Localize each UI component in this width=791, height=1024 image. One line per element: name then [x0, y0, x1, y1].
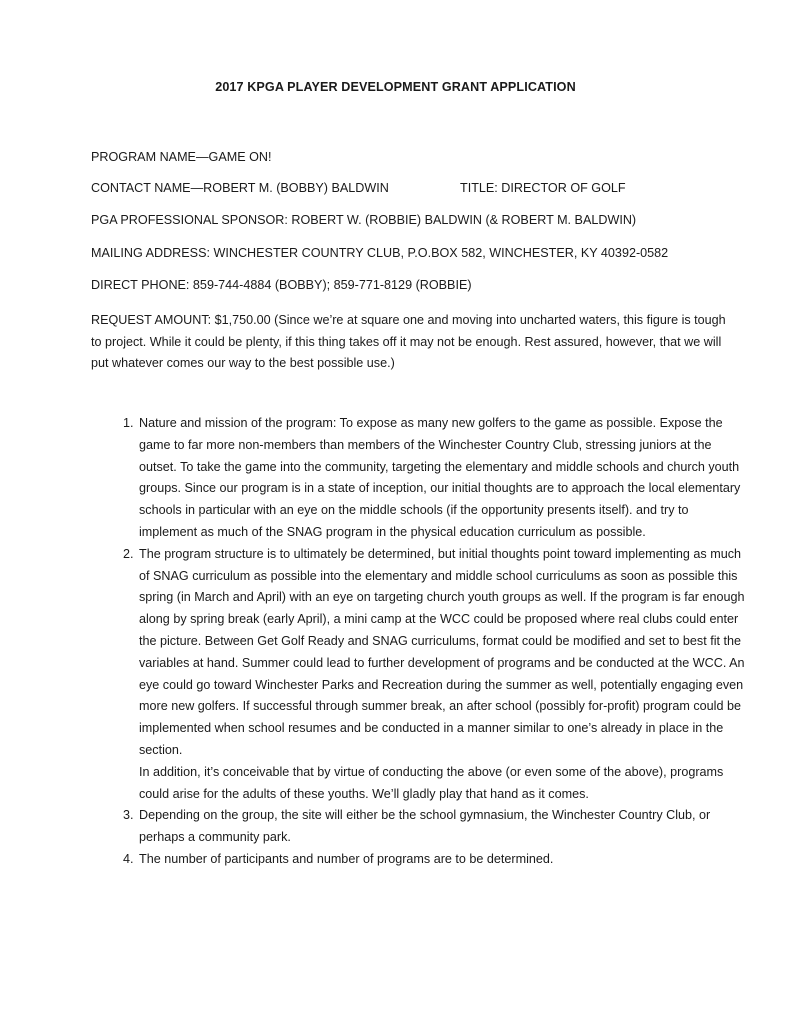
numbered-list: [91, 413, 747, 871]
program-name-line: PROGRAM NAME—GAME ON!: [91, 150, 272, 164]
direct-phone-line: DIRECT PHONE: 859-744-4884 (BOBBY); 859-771-8129 (ROBBIE): [91, 278, 472, 292]
contact-name: CONTACT NAME—ROBERT M. (BOBBY) BALDWIN: [91, 181, 389, 195]
mailing-address-line: MAILING ADDRESS: WINCHESTER COUNTRY CLUB, P.O.BOX 582, WINCHESTER, KY 40392-0582: [91, 246, 669, 260]
list-item-text: 3. Depending on the group, the site will either be the school gymnasium, the Winchester Country Club, or perhaps a community park.: [139, 808, 711, 845]
list-item-continuation: In addition, it’s conceivable that by virtue of conducting the above (or even some of the above), programs could arise for the adults of these youths. We’ll gladly play that hand as it comes.: [139, 764, 724, 801]
list-item-text: 1. Nature and mission of the program: To expose as many new golfers to the game as possible. Expose the game to far more non-members than members of the Winchester Country Club, stressing juniors at the outset. To take the game into the community, targeting the elementary and middle schools and church youth groups. Since our program is in a state of inception, our initial thoughts are to approach the local elementary schools in particular with an eye on the middle schools (if the opportunity presents itself). and try to implement as much of the SNAG program in the physical education curriculum as possible.: [139, 416, 741, 539]
list-item: [137, 849, 747, 871]
pga-sponsor-line: PGA PROFESSIONAL SPONSOR: ROBERT W. (ROBBIE) BALDWIN (& ROBERT M. BALDWIN): [91, 213, 637, 227]
list-item: [137, 413, 747, 544]
contact-line: [91, 181, 626, 195]
list-item-text: 2. The program structure is to ultimately be determined, but initial thoughts point toward implementing as much of SNAG curriculum as possible into the elementary and middle school curriculums as soon as possible this spring (in March and April) with an eye on targeting church youth groups as well. If the program is far enough along by spring break (early April), a mini camp at the WCC could be proposed where real clubs could enter the picture. Between Get Golf Ready and SNAG curriculums, format could be modified and set to best fit the variables at hand. Summer could lead to further development of programs and be conducted at the WCC. An eye could go toward Winchester Parks and Recreation during the summer as well, potentially engaging even more new golfers. If successful through summer break, an after school (possibly for-profit) program could be implemented when school resumes and be conducted in a manner similar to one’s already in place in the section.: [139, 546, 745, 757]
list-item: [137, 544, 747, 806]
list-item-text: 4. The number of participants and number of programs are to be determined.: [139, 851, 554, 866]
request-amount-paragraph: REQUEST AMOUNT: $1,750.00 (Since we’re at square one and moving into uncharted waters, this figure is tough to project. While it could be plenty, if this thing takes off it may not be enough. Rest assured, however, that we will put whatever comes our way to the best possible use.): [91, 313, 726, 370]
list-item: [137, 805, 747, 849]
contact-title: TITLE: DIRECTOR OF GOLF: [460, 181, 626, 195]
document-title: 2017 KPGA PLAYER DEVELOPMENT GRANT APPLICATION: [215, 80, 576, 94]
